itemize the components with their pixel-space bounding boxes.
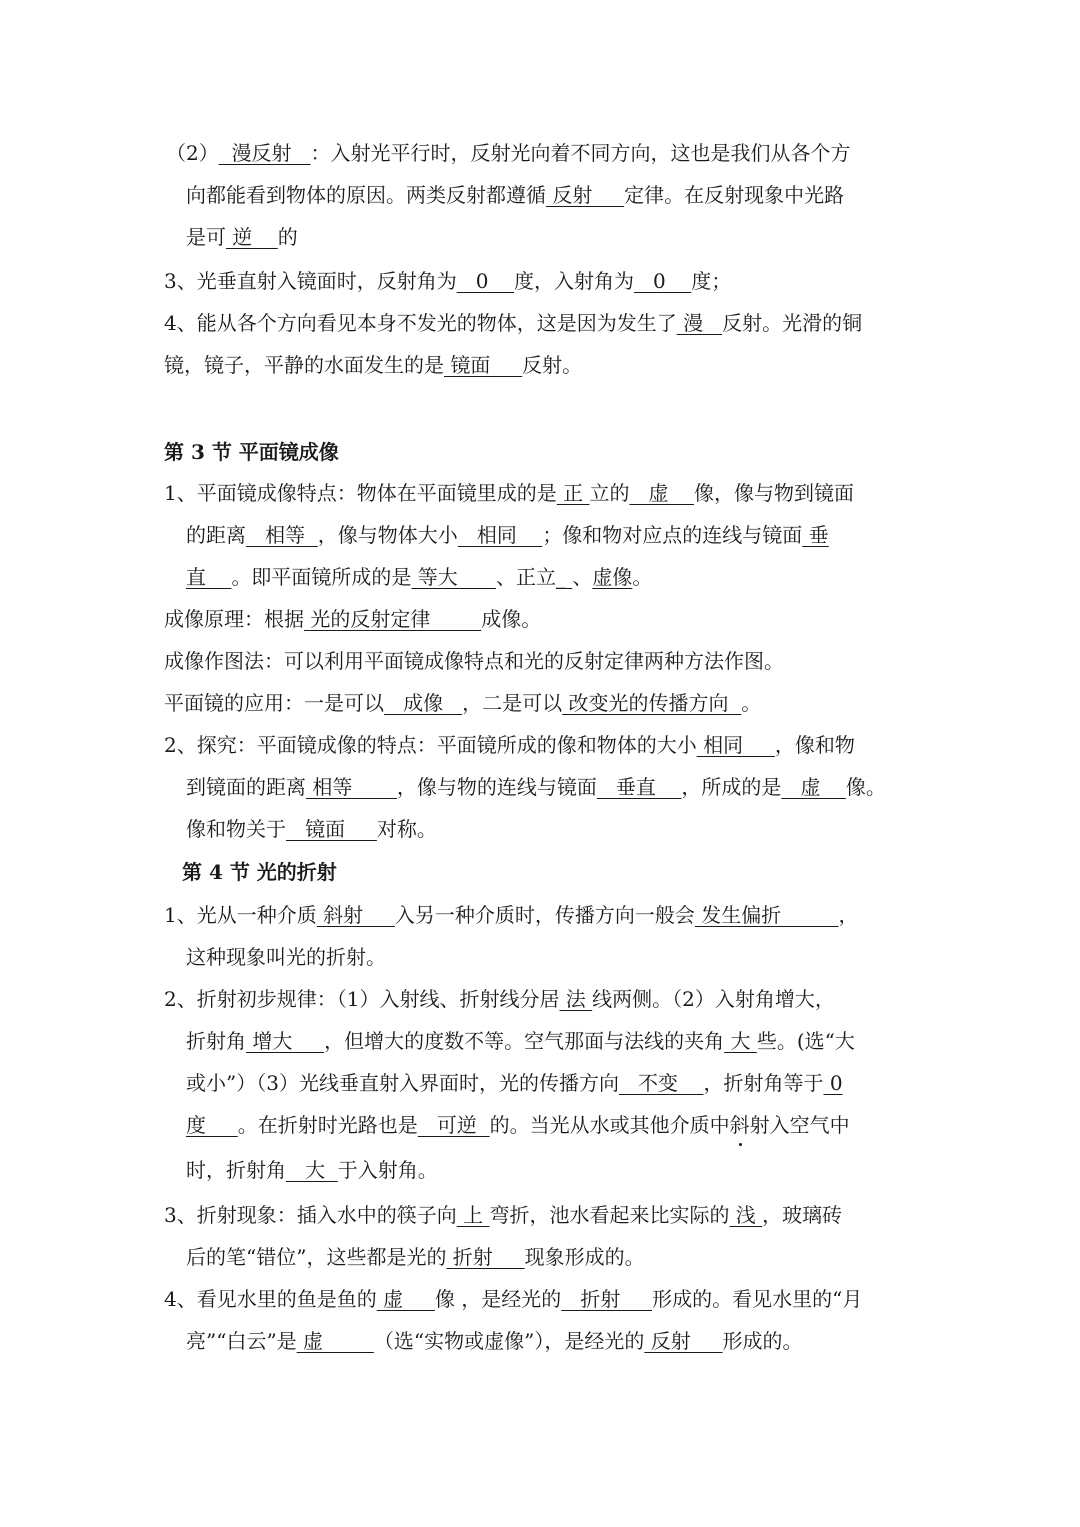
text-segment: 向都能看到物体的原因。两类反射都遵循	[186, 183, 546, 207]
text-segment: 是可	[186, 225, 226, 249]
text-segment: 后的笔“错位”，这些都是光的	[186, 1245, 447, 1269]
text-segment: 、	[572, 565, 593, 589]
text-line	[186, 180, 844, 210]
answer-blank: 增大	[246, 1029, 325, 1053]
answer-blank: 等大	[411, 565, 496, 589]
answer-blank: 可逆	[417, 1113, 490, 1137]
text-segment: 这种现象叫光的折射。	[186, 945, 386, 969]
text-segment: 度，入射角为	[513, 269, 634, 293]
text-line	[186, 1326, 803, 1356]
text-segment: ，二是可以	[462, 691, 563, 715]
text-segment: 平面镜的应用：一是可以	[164, 691, 384, 715]
text-segment: 于入射角。	[337, 1158, 438, 1182]
text-segment: 的	[277, 225, 298, 249]
answer-blank: 光的反射定律	[304, 607, 482, 631]
answer-blank: 发生偏折	[694, 903, 839, 927]
text-line	[182, 857, 337, 887]
text-segment: 2、折射初步规律：（1）入射线、折射线分居	[164, 987, 560, 1011]
text-segment: 成像原理：根据	[164, 607, 304, 631]
answer-blank: 反射	[546, 183, 625, 207]
text-segment: 镜，镜子，平静的水面发生的是	[164, 353, 444, 377]
text-line	[164, 730, 855, 760]
text-line	[186, 1068, 843, 1098]
answer-blank: 反射	[644, 1329, 723, 1353]
text-segment: 。	[741, 691, 762, 715]
text-line	[186, 1242, 645, 1272]
text-segment: 弯折，池水看起来比实际的	[489, 1203, 730, 1227]
text-segment: 成像作图法：可以利用平面镜成像特点和光的反射定律两种方法作图。	[164, 649, 784, 673]
text-segment: 射入空气中	[749, 1113, 850, 1137]
text-line	[186, 1026, 855, 1056]
answer-blank: 0	[456, 269, 514, 293]
text-line	[164, 688, 761, 718]
text-segment: 像，像与物到镜面	[693, 481, 854, 505]
answer-blank: 大	[286, 1158, 338, 1182]
text-segment: 3、折射现象：插入水中的筷子向	[164, 1203, 457, 1227]
answer-blank: 折射	[446, 1245, 525, 1269]
answer-blank: 相等	[246, 523, 318, 547]
answer-blank: 大	[724, 1029, 757, 1053]
text-line	[164, 604, 541, 634]
text-line	[164, 478, 854, 508]
text-segment: （2）	[166, 141, 219, 165]
text-segment: 时，折射角	[186, 1158, 286, 1182]
answer-blank: 逆	[226, 225, 278, 249]
answer-blank: 虚	[376, 1287, 435, 1311]
text-line	[186, 562, 652, 592]
text-segment: ，但增大的度数不等。空气那面与法线的夹角	[324, 1029, 725, 1053]
text-line	[186, 772, 886, 802]
text-segment: 。在折射时光路也是	[237, 1113, 418, 1137]
text-line	[186, 814, 437, 844]
text-line	[186, 1110, 850, 1140]
text-line	[164, 1284, 862, 1314]
text-segment: 的距离	[186, 523, 246, 547]
text-segment: 。即平面镜所成的是	[231, 565, 412, 589]
text-segment: ；像和物对应点的连线与镜面	[542, 523, 803, 547]
text-segment: 反射。光滑的铜	[722, 311, 863, 335]
answer-blank: _	[555, 565, 573, 589]
section-heading: 第 4 节 光的折射	[182, 860, 337, 884]
answer-blank: 直	[186, 565, 232, 589]
text-segment: ，	[838, 903, 859, 927]
answer-blank: 虚	[629, 481, 694, 505]
text-segment: 或小”）（3）光线垂直射入界面时，光的传播方向	[186, 1071, 619, 1095]
text-segment: 些。(选“大	[756, 1029, 855, 1053]
answer-blank: 上	[456, 1203, 490, 1227]
text-segment: ，像与物的连线与镜面	[396, 775, 597, 799]
answer-blank: 法	[559, 987, 593, 1011]
text-line	[166, 138, 851, 168]
text-line	[164, 1200, 842, 1230]
answer-blank: 不变	[618, 1071, 704, 1095]
text-line	[164, 350, 582, 380]
text-line	[186, 1155, 438, 1185]
answer-blank: 虚	[296, 1329, 374, 1353]
text-line	[186, 520, 829, 550]
text-segment: 像。	[845, 775, 886, 799]
answer-blank: 相同	[696, 733, 775, 757]
answer-blank: 斜射	[316, 903, 395, 927]
text-segment: 形成的。	[722, 1329, 803, 1353]
text-segment: ，玻璃砖	[762, 1203, 843, 1227]
answer-blank: 漫	[676, 311, 723, 335]
answer-blank: 0	[823, 1071, 843, 1095]
answer-blank: 垂直	[596, 775, 682, 799]
text-segment: ，像与物体大小	[317, 523, 458, 547]
answer-blank: 成像	[384, 691, 463, 715]
text-segment: 立的	[589, 481, 630, 505]
text-segment: ，像和物	[774, 733, 855, 757]
text-segment: 、正立	[495, 565, 556, 589]
text-line	[164, 437, 339, 467]
answer-blank: 相等	[306, 775, 397, 799]
text-line	[164, 308, 862, 338]
text-segment: 成像。	[481, 607, 542, 631]
answer-blank: 漫反射	[218, 141, 311, 165]
text-segment: 1、平面镜成像特点：物体在平面镜里成的是	[164, 481, 557, 505]
answer-blank: 正	[556, 481, 590, 505]
answer-blank: 浅	[729, 1203, 763, 1227]
text-segment: ，所成的是	[681, 775, 782, 799]
answer-blank: 虚	[781, 775, 846, 799]
answer-blank: 镜面	[286, 817, 377, 841]
answer-blank: 折射	[561, 1287, 653, 1311]
text-segment: 像和物关于	[186, 817, 286, 841]
text-segment: ，折射角等于	[703, 1071, 824, 1095]
answer-blank: 改变光的传播方向	[562, 691, 742, 715]
text-segment: 到镜面的距离	[186, 775, 306, 799]
text-segment: 2、探究：平面镜成像的特点：平面镜所成的像和物体的大小	[164, 733, 697, 757]
text-segment: 形成的。看见水里的“月	[652, 1287, 863, 1311]
text-segment: 现象形成的。	[524, 1245, 645, 1269]
answer-blank: 虚像	[592, 565, 633, 589]
text-segment: 4、能从各个方向看见本身不发光的物体，这是因为发生了	[164, 311, 677, 335]
text-line	[164, 900, 858, 930]
text-segment: 亮”“白云”是	[186, 1329, 297, 1353]
text-segment: 入另一种介质时，传播方向一般会	[394, 903, 695, 927]
answer-blank: 相同	[457, 523, 543, 547]
emphasized-char: 斜	[729, 1113, 750, 1137]
section-heading: 第 3 节 平面镜成像	[164, 440, 339, 464]
text-segment: 的。当光从水或其他介质中	[489, 1113, 730, 1137]
text-segment: 定律。在反射现象中光路	[624, 183, 845, 207]
text-segment: 折射角	[186, 1029, 246, 1053]
text-line	[186, 942, 386, 972]
text-segment: 1、光从一种介质	[164, 903, 317, 927]
text-segment: ：入射光平行时，反射光向着不同方向，这也是我们从各个方	[310, 141, 851, 165]
answer-blank: 镜面	[444, 353, 523, 377]
answer-blank: 0	[633, 269, 692, 293]
text-segment: 3、光垂直射入镜面时，反射角为	[164, 269, 457, 293]
text-segment: 对称。	[376, 817, 437, 841]
text-segment: 度；	[691, 269, 732, 293]
answer-blank: 度	[186, 1113, 238, 1137]
text-segment: （选“实物或虚像”），是经光的	[373, 1329, 645, 1353]
text-segment: 像 ，是经光的	[434, 1287, 562, 1311]
text-line	[164, 646, 784, 676]
text-line	[164, 984, 835, 1014]
answer-blank: 垂	[802, 523, 829, 547]
text-line	[186, 222, 298, 252]
text-segment: 。	[632, 565, 653, 589]
text-line	[164, 266, 731, 296]
text-segment: 反射。	[522, 353, 583, 377]
text-segment: 线两侧。（2）入射角增大，	[592, 987, 835, 1011]
text-segment: 4、看见水里的鱼是鱼的	[164, 1287, 377, 1311]
